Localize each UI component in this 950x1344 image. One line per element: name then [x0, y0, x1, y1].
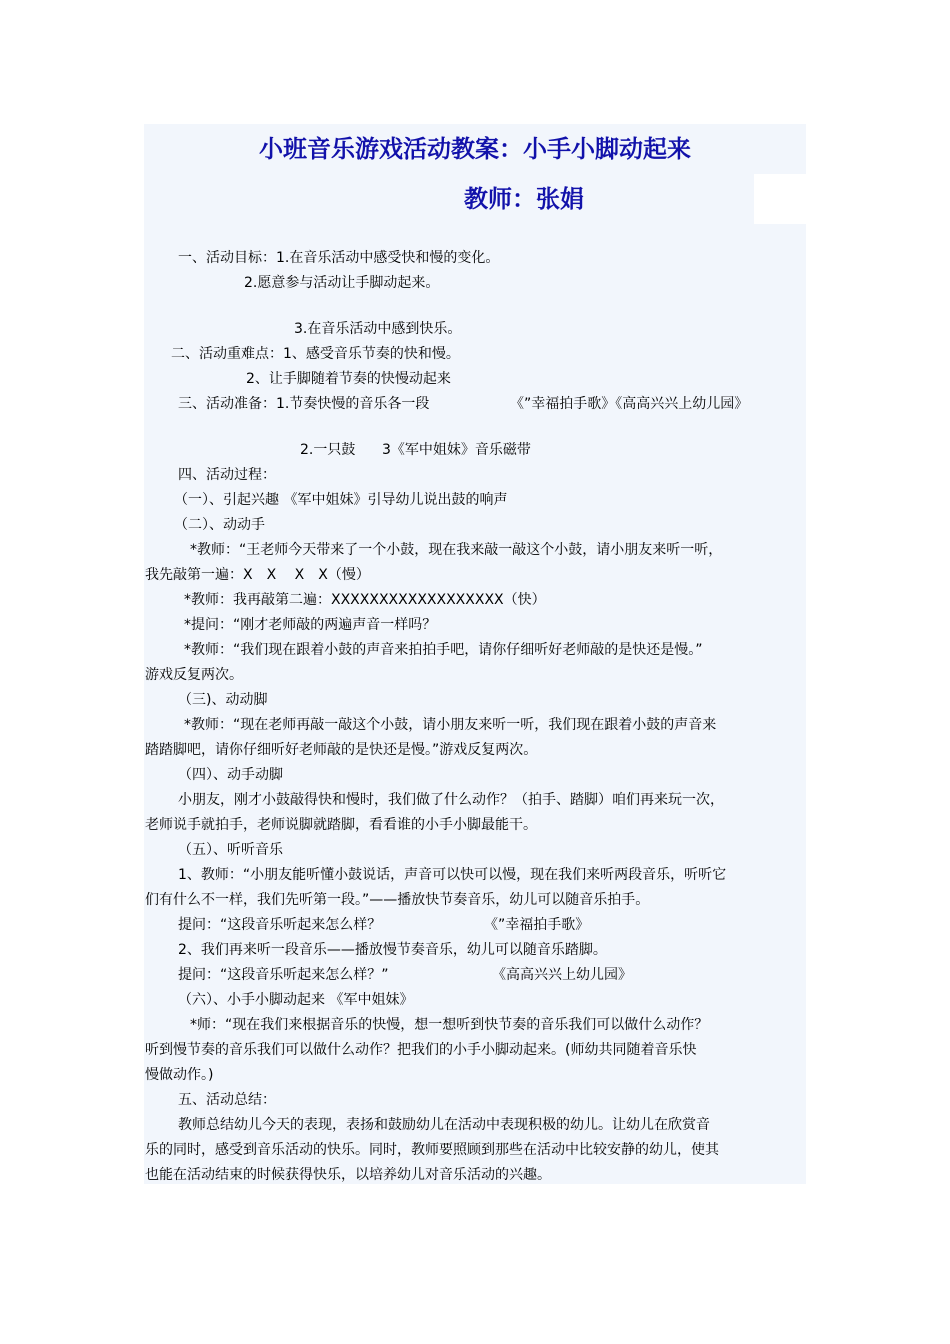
- step-5-heading: （五）、听听音乐: [178, 842, 283, 858]
- summary-text-3: 也能在活动结束的时候获得快乐，以培养幼儿对音乐活动的兴趣。: [145, 1167, 551, 1183]
- goal-line-3: 3.在音乐活动中感到快乐。: [294, 321, 462, 337]
- step-6-text-2: 听到慢节奏的音乐我们可以做什么动作？把我们的小手小脚动起来。(师幼共同随着音乐快: [145, 1042, 697, 1058]
- step-5-song-2: 《高高兴兴上幼儿园》: [492, 967, 632, 983]
- step-1-heading: （一）、引起兴趣 《军中姐妹》引导幼儿说出鼓的响声: [174, 492, 508, 508]
- step-5-song-1: 《”幸福拍手歌》: [484, 917, 590, 933]
- step-5-question-2: 提问：“这段音乐听起来怎么样？”: [178, 967, 389, 983]
- step-5-text-3: 2、我们再来听一段音乐——播放慢节奏音乐，幼儿可以随音乐踏脚。: [178, 942, 607, 958]
- step-4-heading: （四）、动手动脚: [178, 767, 283, 783]
- summary-heading: 五、活动总结：: [178, 1092, 276, 1108]
- prep-line-2-tape: 3《军中姐妹》音乐磁带: [382, 442, 531, 458]
- step-2-text-2: 我先敲第一遍：X X X X（慢）: [145, 567, 370, 583]
- prep-line-1: 三、活动准备：1.节奏快慢的音乐各一段: [178, 396, 430, 412]
- process-heading: 四、活动过程：: [178, 467, 276, 483]
- step-2-text-5: *教师：“我们现在跟着小鼓的声音来拍拍手吧，请你仔细听好老师敲的是快还是慢。”: [184, 642, 703, 658]
- step-3-heading: （三)、动动脚: [178, 692, 268, 708]
- prep-line-1-songs: 《”幸福拍手歌》《高高兴兴上幼儿园》: [510, 396, 749, 412]
- summary-text-1: 教师总结幼儿今天的表现，表扬和鼓励幼儿在活动中表现积极的幼儿。让幼儿在欣赏音: [178, 1117, 710, 1133]
- key-points-line-2: 2、让手脚随着节奏的快慢动起来: [246, 371, 451, 387]
- key-points-line-1: 二、活动重难点：1、感受音乐节奏的快和慢。: [171, 346, 460, 362]
- teacher-name: 教师：张娟: [464, 184, 584, 213]
- step-6-text-1: *师：“现在我们来根据音乐的快慢，想一想听到快节奏的音乐我们可以做什么动作？: [190, 1017, 709, 1033]
- step-2-text-3: *教师：我再敲第二遍：XXXXXXXXXXXXXXXXXX（快）: [184, 592, 546, 608]
- step-2-heading: （二）、动动手: [174, 517, 265, 533]
- goal-line-1: 一、活动目标：1.在音乐活动中感受快和慢的变化。: [178, 250, 500, 266]
- step-2-text-4: *提问：“刚才老师敲的两遍声音一样吗？: [184, 617, 437, 633]
- prep-line-2-drum: 2.一只鼓: [300, 442, 356, 458]
- step-6-heading: （六）、小手小脚动起来 《军中姐妹》: [178, 992, 414, 1008]
- step-2-text-6: 游戏反复两次。: [145, 667, 243, 683]
- step-5-text-1: 1、教师：“小朋友能听懂小鼓说话，声音可以快可以慢，现在我们来听两段音乐，听听它: [178, 867, 727, 883]
- step-4-text-1: 小朋友，刚才小鼓敲得快和慢时，我们做了什么动作？（拍手、踏脚）咱们再来玩一次，: [178, 792, 724, 808]
- goal-line-2: 2.愿意参与活动让手脚动起来。: [244, 275, 440, 291]
- step-5-question-1: 提问：“这段音乐听起来怎么样？: [178, 917, 382, 933]
- step-3-text-2: 踏踏脚吧，请你仔细听好老师敲的是快还是慢。”游戏反复两次。: [145, 742, 538, 758]
- document-title: 小班音乐游戏活动教案：小手小脚动起来: [259, 134, 691, 163]
- step-2-text-1: *教师：“王老师今天带来了一个小鼓，现在我来敲一敲这个小鼓，请小朋友来听一听，: [190, 542, 723, 558]
- step-5-text-2: 们有什么不一样，我们先听第一段。”——播放快节奏音乐，幼儿可以随音乐拍手。: [145, 892, 650, 908]
- panel-notch: [754, 174, 806, 224]
- step-3-text-1: *教师：“现在老师再敲一敲这个小鼓，请小朋友来听一听，我们现在跟着小鼓的声音来: [184, 717, 717, 733]
- summary-text-2: 乐的同时，感受到音乐活动的快乐。同时，教师要照顾到那些在活动中比较安静的幼儿，使其: [145, 1142, 719, 1158]
- step-4-text-2: 老师说手就拍手，老师说脚就踏脚，看看谁的小手小脚最能干。: [145, 817, 537, 833]
- step-6-text-3: 慢做动作。): [145, 1067, 214, 1083]
